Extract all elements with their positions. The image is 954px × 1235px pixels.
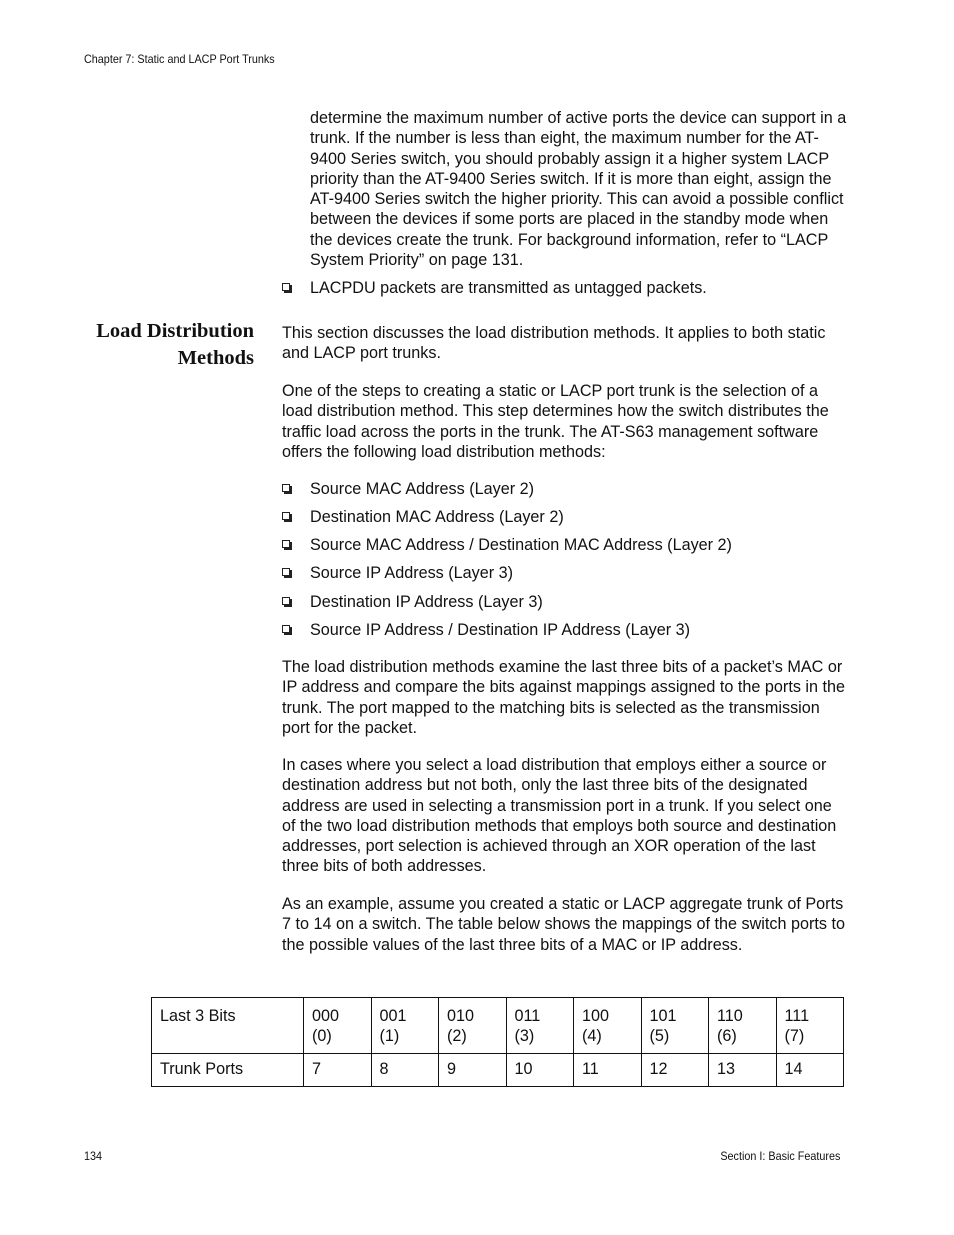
- example-paragraph: As an example, assume you created a static or LACP aggregate trunk of Ports 7 to 14 on a switch. The table below shows the mappings of the switch ports to the possible values of the last three bits of a MAC or IP address.: [282, 895, 845, 954]
- table-row-header: Last 3 Bits: [152, 998, 304, 1054]
- list-item-text: Destination MAC Address (Layer 2): [310, 508, 564, 526]
- table-cell: 100 (4): [574, 998, 642, 1054]
- section-heading-line: Methods: [177, 347, 254, 369]
- table-cell: 000 (0): [304, 998, 372, 1054]
- list-item: [282, 535, 847, 556]
- page-number: 134: [84, 1149, 103, 1163]
- section-heading-line: Load Distribution: [96, 320, 254, 342]
- table-cell: 11: [574, 1054, 642, 1087]
- list-item-text: Source IP Address / Destination IP Address (Layer 3): [310, 621, 691, 639]
- steps-paragraph: One of the steps to creating a static or LACP port trunk is the selection of a load distribution method. This step determines how the switch distributes the traffic load across the ports in the trunk. The AT-S63 management software offers the following load distribution methods:: [282, 382, 829, 461]
- table-cell: 011 (3): [506, 998, 574, 1054]
- table-cell: 13: [709, 1054, 777, 1087]
- table-cell: 010 (2): [439, 998, 507, 1054]
- table-cell: 7: [304, 1054, 372, 1087]
- table-cell: 9: [439, 1054, 507, 1087]
- list-item: [282, 278, 847, 299]
- checkbox-bullet-icon: [282, 625, 290, 633]
- table-row: [152, 998, 844, 1054]
- running-footer: Section I: Basic Features: [719, 1149, 840, 1163]
- examine-paragraph: The load distribution methods examine the last three bits of a packet’s MAC or IP address and compare the bits against mappings assigned to the ports in the trunk. The port mapped to the matching bits is selected as the transmission port for the packet.: [282, 658, 846, 737]
- cases-paragraph: In cases where you select a load distribution that employs either a source or destination address but not both, only the last three bits of the designated address are used in selecting a transmission port in a trunk. If you select one of the two load distribution methods that employs both source and destination addresses, port selection is achieved through an XOR operation of the last three bits of both addresses.: [282, 756, 837, 876]
- continuation-paragraph: determine the maximum number of active ports the device can support in a trunk. If the number is less than eight, the maximum number for the AT-9400 Series switch, you should probably assign it a higher system LACP priority than the AT-9400 Series switch. If it is more than eight, assign the AT-9400 Series switch the higher priority. This can avoid a possible conflict between the devices if some ports are placed in the standby mode when the devices create the trunk. For background information, refer to “LACP System Priority” on page 131.: [310, 109, 847, 270]
- running-header: Chapter 7: Static and LACP Port Trunks: [84, 52, 275, 66]
- list-item-text: Source MAC Address / Destination MAC Address (Layer 2): [310, 536, 732, 554]
- table-cell: 111 (7): [776, 998, 844, 1054]
- table-cell: 001 (1): [371, 998, 439, 1054]
- table-row-header: Trunk Ports: [152, 1054, 304, 1087]
- list-item: [282, 620, 847, 641]
- list-item-text: Destination IP Address (Layer 3): [310, 593, 543, 611]
- checkbox-bullet-icon: [282, 484, 290, 492]
- intro-paragraph: This section discusses the load distribution methods. It applies to both static and LACP port trunks.: [282, 324, 826, 363]
- section-heading: [96, 318, 254, 372]
- table-cell: 110 (6): [709, 998, 777, 1054]
- table-cell: 101 (5): [641, 998, 709, 1054]
- table-cell: 8: [371, 1054, 439, 1087]
- table-cell: 12: [641, 1054, 709, 1087]
- checkbox-bullet-icon: [282, 568, 290, 576]
- table-cell: 14: [776, 1054, 844, 1087]
- checkbox-bullet-icon: [282, 512, 290, 520]
- bit-mapping-table: [151, 997, 844, 1087]
- list-item: [282, 563, 847, 584]
- table-cell: 10: [506, 1054, 574, 1087]
- list-item: [282, 592, 847, 613]
- list-item-text: Source IP Address (Layer 3): [310, 564, 514, 582]
- checkbox-bullet-icon: [282, 597, 290, 605]
- table-row: [152, 1054, 844, 1087]
- list-item-text: LACPDU packets are transmitted as untagged packets.: [310, 279, 707, 297]
- list-item: [282, 507, 847, 528]
- checkbox-bullet-icon: [282, 540, 290, 548]
- list-item-text: Source MAC Address (Layer 2): [310, 480, 535, 498]
- checkbox-bullet-icon: [282, 283, 290, 291]
- list-item: [282, 479, 847, 500]
